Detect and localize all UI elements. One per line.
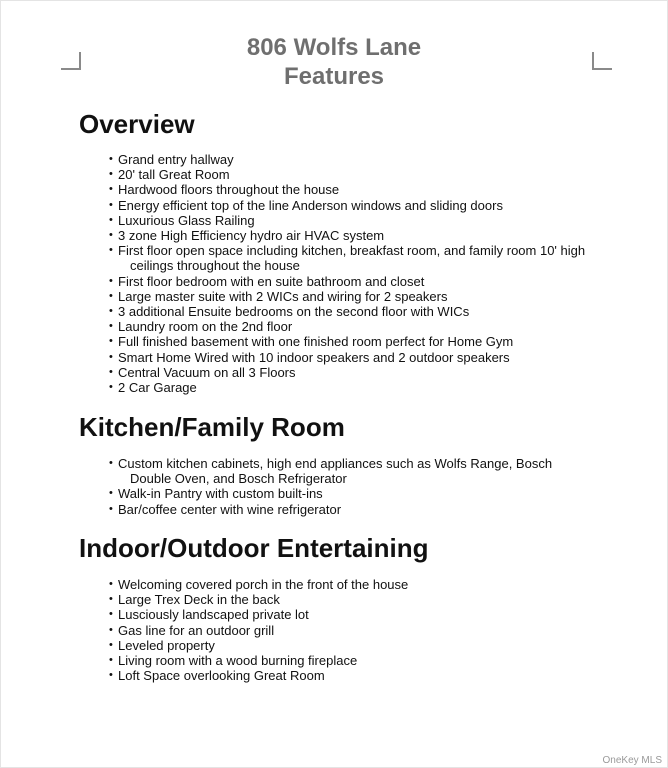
list-item-continuation: ceilings throughout the house <box>130 258 300 274</box>
list-item-text: Loft Space overlooking Great Room <box>118 668 325 684</box>
bullet-icon: • <box>109 305 113 318</box>
list-item-text: Leveled property <box>118 637 215 653</box>
bullet-icon: • <box>109 502 113 515</box>
bullet-icon: • <box>109 578 113 590</box>
list-item-text: Walk-in Pantry with custom built-ins <box>118 486 323 502</box>
list-item <box>109 334 585 349</box>
list-item <box>109 167 585 182</box>
title-line-address: 806 Wolfs Lane <box>246 34 422 61</box>
list-item <box>109 152 585 167</box>
list-item-text: Large master suite with 2 WICs and wiring for 2 speakers <box>118 288 448 304</box>
list-item-text: 20' tall Great Room <box>118 167 230 183</box>
list-item <box>109 380 585 395</box>
bullet-icon: • <box>109 593 113 606</box>
bullet-icon: • <box>109 638 113 651</box>
list-item <box>109 365 585 380</box>
list-item <box>109 607 408 622</box>
list-item-text: Laundry room on the 2nd floor <box>118 319 293 335</box>
list-item-text: First floor open space including kitchen, breakfast room, and family room 10' high <box>118 243 586 259</box>
list-item <box>109 289 585 304</box>
bullet-icon: • <box>109 274 113 287</box>
bullet-icon: • <box>109 320 113 333</box>
list-item <box>109 653 408 668</box>
list-item <box>109 350 585 365</box>
bullet-icon: • <box>109 654 113 667</box>
title-line-features: Features <box>283 63 385 90</box>
list-item-text: Gas line for an outdoor grill <box>118 622 275 638</box>
list-item-text: 3 additional Ensuite bedrooms on the second floor with WICs <box>118 304 470 320</box>
list-item-text: Energy efficient top of the line Anderson windows and sliding doors <box>118 197 503 213</box>
list-item <box>109 502 552 517</box>
kitchen-family-room-list <box>109 456 552 517</box>
list-item <box>109 668 408 683</box>
list-item-text: Smart Home Wired with 10 indoor speakers and 2 outdoor speakers <box>118 349 510 365</box>
bullet-icon: • <box>109 350 113 363</box>
list-item-text: Custom kitchen cabinets, high end appliances such as Wolfs Range, Bosch <box>118 456 553 471</box>
list-item <box>109 228 585 243</box>
bullet-icon: • <box>109 457 113 469</box>
list-item <box>109 638 408 653</box>
list-item-text: 2 Car Garage <box>118 380 197 396</box>
list-item <box>109 456 552 486</box>
bullet-icon: • <box>109 669 113 682</box>
bullet-icon: • <box>109 183 113 196</box>
list-item <box>109 623 408 638</box>
list-item-text: Grand entry hallway <box>118 152 234 167</box>
indoor-outdoor-entertaining-list <box>109 577 408 683</box>
bullet-icon: • <box>109 289 113 302</box>
bullet-icon: • <box>109 168 113 181</box>
list-item-text: Welcoming covered porch in the front of the house <box>118 577 409 592</box>
list-item-text: Lusciously landscaped private lot <box>118 607 309 623</box>
bullet-icon: • <box>109 198 113 211</box>
list-item-text: Hardwood floors throughout the house <box>118 182 340 198</box>
list-item <box>109 577 408 592</box>
bullet-icon: • <box>109 608 113 621</box>
bullet-icon: • <box>109 335 113 348</box>
overview-list <box>109 152 585 395</box>
bullet-icon: • <box>109 244 113 257</box>
list-item-text: Central Vacuum on all 3 Floors <box>118 364 296 380</box>
list-item <box>109 243 585 273</box>
list-item <box>109 182 585 197</box>
list-item-text: Large Trex Deck in the back <box>118 592 280 608</box>
bullet-icon: • <box>109 229 113 242</box>
bullet-icon: • <box>109 487 113 500</box>
bullet-icon: • <box>109 153 113 165</box>
section-heading-indoor-outdoor-entertaining: Indoor/Outdoor Entertaining <box>79 533 429 563</box>
list-item <box>109 274 585 289</box>
list-item-text: First floor bedroom with en suite bathroom and closet <box>118 273 425 289</box>
list-item-text: Luxurious Glass Railing <box>118 212 255 228</box>
list-item-text: Bar/coffee center with wine refrigerator <box>118 501 342 517</box>
list-item <box>109 198 585 213</box>
list-item <box>109 592 408 607</box>
document-title <box>0 33 668 91</box>
section-heading-kitchen-family-room: Kitchen/Family Room <box>79 412 345 442</box>
list-item <box>109 319 585 334</box>
bullet-icon: • <box>109 213 113 226</box>
watermark: OneKey MLS <box>602 755 662 766</box>
list-item-text: Living room with a wood burning fireplace <box>118 653 358 669</box>
list-item <box>109 304 585 319</box>
list-item <box>109 213 585 228</box>
bullet-icon: • <box>109 623 113 636</box>
list-item <box>109 486 552 501</box>
section-heading-overview: Overview <box>79 109 195 139</box>
bullet-icon: • <box>109 365 113 378</box>
list-item-text: Full finished basement with one finished room perfect for Home Gym <box>118 334 514 350</box>
bullet-icon: • <box>109 381 113 394</box>
list-item-continuation: Double Oven, and Bosch Refrigerator <box>130 471 347 487</box>
list-item-text: 3 zone High Efficiency hydro air HVAC system <box>118 228 385 244</box>
